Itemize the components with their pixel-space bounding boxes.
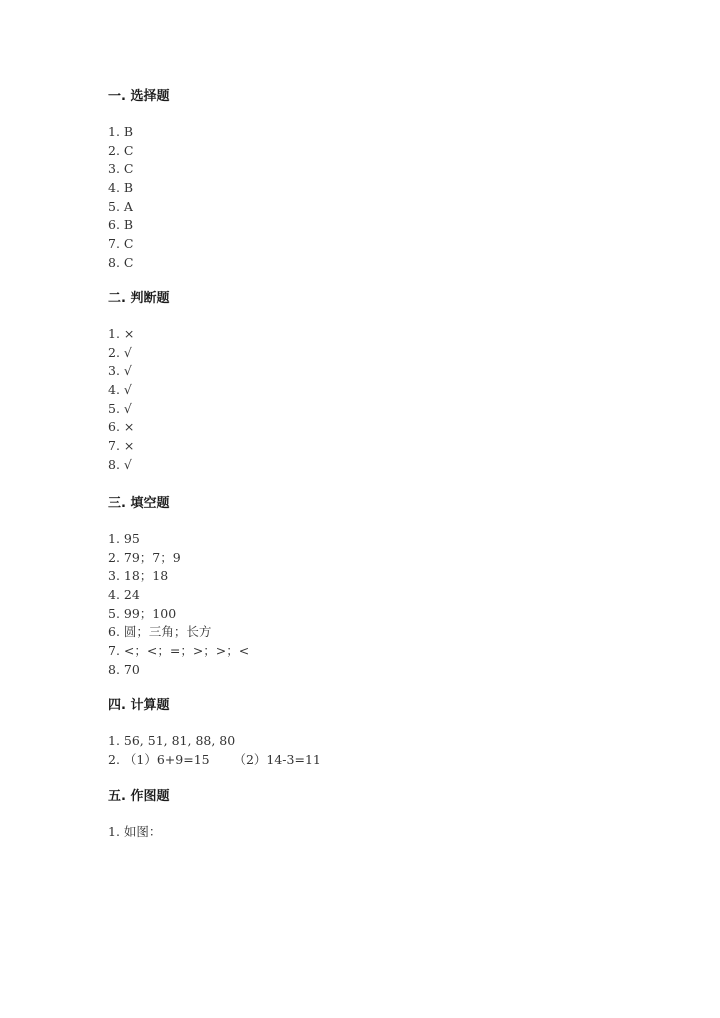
answer-item: 1. 95 — [108, 531, 140, 546]
section-true-false — [108, 291, 668, 475]
section-heading: 二. 判断题 — [108, 291, 170, 306]
section-heading: 三. 填空题 — [108, 496, 170, 511]
answer-item: 1. 56, 51, 81, 88, 80 — [108, 733, 236, 748]
answer-item: 3. C — [108, 161, 134, 177]
answer-item: 3. 18；18 — [108, 568, 169, 584]
answer-item: 2. √ — [108, 344, 132, 360]
answer-item: 6. × — [108, 419, 135, 435]
answer-item: 8. √ — [108, 456, 132, 472]
answer-item: 2. 79；7；9 — [108, 549, 181, 565]
answer-item: 6. 圆；三角；长方 — [108, 624, 212, 640]
answer-item: 7. <；<；=；>；>；< — [108, 643, 250, 659]
answer-list — [108, 823, 668, 842]
section-heading: 五. 作图题 — [108, 789, 170, 804]
answer-item: 7. × — [108, 438, 135, 454]
answer-list — [108, 530, 668, 680]
answer-list — [108, 732, 668, 769]
answer-item: 4. 24 — [108, 587, 140, 603]
answer-item: 8. C — [108, 254, 134, 270]
answer-list — [108, 325, 668, 475]
answer-item: 4. √ — [108, 382, 132, 398]
answer-item: 6. B — [108, 217, 134, 233]
answer-item: 7. C — [108, 236, 134, 252]
answer-item: 1. B — [108, 124, 134, 139]
section-heading: 一. 选择题 — [108, 89, 170, 104]
answer-item: 5. √ — [108, 400, 132, 416]
answer-item: 8. 70 — [108, 661, 140, 677]
answer-item: 1. 如图： — [108, 824, 162, 839]
section-multiple-choice — [108, 89, 668, 273]
answer-item: 2. C — [108, 142, 134, 158]
answer-item: 5. A — [108, 198, 133, 214]
answer-item: 4. B — [108, 180, 134, 196]
section-fill-in-blank — [108, 496, 668, 680]
section-heading: 四. 计算题 — [108, 698, 170, 713]
answer-item: 1. × — [108, 326, 135, 341]
answer-item: 3. √ — [108, 363, 132, 379]
section-calculation — [108, 698, 668, 769]
answer-list — [108, 123, 668, 273]
answer-item: 2. （1）6+9=15 （2）14-3=11 — [108, 751, 321, 767]
answer-item: 5. 99；100 — [108, 605, 177, 621]
section-drawing — [108, 789, 668, 842]
